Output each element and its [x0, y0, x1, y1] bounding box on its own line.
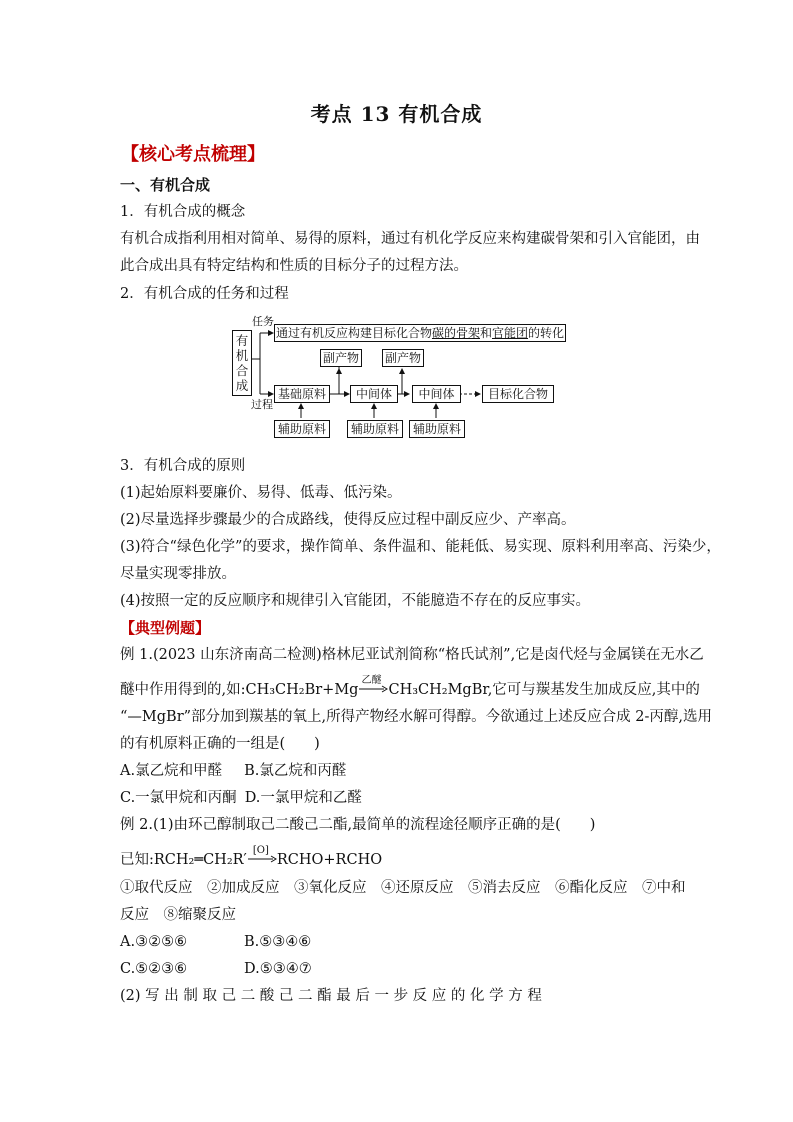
principle-3-cont: 尽量实现零排放。	[120, 566, 236, 582]
option-a[interactable]: A.氯乙烷和甲醛	[120, 763, 223, 779]
section-heading: 一、有机合成	[120, 176, 211, 194]
example2-part2: (2) 写 出 制 取 己 二 酸 己 二 酯 最 后 一 步 反 应 的 化 学 方 程	[120, 988, 542, 1004]
reaction-types-line1: ①取代反应 ②加成反应 ③氧化反应 ④还原反应 ⑤消去反应 ⑥酯化反应 ⑦中和	[120, 880, 686, 896]
principle-4: (4)按照一定的反应顺序和规律引入官能团，不能臆造不存在的反应事实。	[120, 593, 591, 609]
item1-text-line2: 此合成出具有特定结构和性质的目标分子的过程方法。	[120, 258, 468, 274]
example2-options-ab	[120, 932, 311, 952]
example1-line1: 例 1.(2023 山东济南高二检测)格林尼亚试剂简称“格氏试剂”,它是卤代烃与金属镁在无水乙	[120, 647, 704, 663]
ex2-option-b[interactable]: B.⑤③④⑥	[244, 934, 312, 950]
synthesis-flow-diagram	[228, 312, 573, 444]
example2-line1: 例 2.(1)由环己醇制取己二酸己二酯,最简单的流程途径顺序正确的是( )	[120, 817, 596, 833]
principle-3: (3)符合“绿色化学”的要求，操作简单、条件温和、能耗低、易实现、原料利用率高、污染少，	[120, 539, 721, 555]
task-text-prefix: 通过有机反应构建目标化合物	[275, 326, 432, 340]
byproduct-box-1: 副产物	[320, 349, 362, 367]
target-compound-box: 目标化合物	[482, 385, 554, 403]
option-d[interactable]: D.一氯甲烷和乙醛	[244, 790, 362, 806]
task-box	[274, 324, 566, 342]
intermediate-box-2: 中间体	[412, 385, 461, 403]
principle-2: (2)尽量选择步骤最少的合成路线，使得反应过程中副反应少、产率高。	[120, 512, 576, 528]
intermediate-box-1: 中间体	[350, 385, 398, 403]
ex2-option-d[interactable]: D.⑤③④⑦	[244, 961, 312, 977]
reaction-types-line2: 反应 ⑧缩聚反应	[120, 907, 236, 923]
base-material-box: 基础原料	[274, 385, 330, 403]
example1-products: CH₃CH₂MgBr,它可与羰基发生加成反应,其中的	[388, 682, 700, 698]
example1-line2	[120, 675, 700, 700]
reaction-condition: 乙醚	[361, 675, 382, 686]
item2-heading: 2．有机合成的任务和过程	[120, 286, 289, 302]
task-text-and: 和	[479, 326, 492, 340]
oxidation-condition: [O]	[252, 845, 269, 856]
item3-heading: 3．有机合成的原则	[120, 458, 246, 474]
page-title: 考点 13 有机合成	[310, 102, 483, 126]
ex2-option-a[interactable]: A.③②⑤⑥	[120, 934, 188, 950]
example-heading: 【典型例题】	[120, 619, 211, 637]
core-heading: 【核心考点梳理】	[121, 144, 265, 165]
process-tag: 过程	[251, 398, 273, 411]
reaction-arrow	[358, 675, 388, 700]
organic-synthesis-box: 有机合成	[232, 330, 252, 396]
example2-options-cd	[120, 959, 312, 979]
task-tag: 任务	[252, 315, 274, 328]
option-b[interactable]: B.氯乙烷和丙醛	[244, 763, 347, 779]
known-reactant: 已知:RCH₂═CH₂R′	[120, 852, 247, 868]
aux-material-box-1: 辅助原料	[274, 420, 330, 438]
option-c[interactable]: C.一氯甲烷和丙酮	[120, 790, 237, 806]
item1-heading: 1．有机合成的概念	[120, 204, 246, 220]
aux-material-box-3: 辅助原料	[409, 420, 465, 438]
example2-known	[120, 845, 383, 870]
example1-options-ab	[120, 761, 346, 781]
known-products: RCHO+RCHO	[276, 852, 383, 868]
principle-1: (1)起始原料要廉价、易得、低毒、低污染。	[120, 485, 402, 501]
task-text-carbon-skeleton: 碳的骨架	[431, 326, 480, 340]
item1-text-line1: 有机合成指利用相对简单、易得的原料，通过有机化学反应来构建碳骨架和引入官能团，由	[120, 231, 700, 247]
oxidation-arrow	[247, 845, 277, 870]
task-text-functional-group: 官能团	[492, 326, 529, 340]
example1-reactants: 醚中作用得到的,如:CH₃CH₂Br+Mg	[120, 682, 359, 698]
byproduct-box-2: 副产物	[382, 349, 424, 367]
ex2-option-c[interactable]: C.⑤②③⑥	[120, 961, 188, 977]
example1-line4: 的有机原料正确的一组是( )	[120, 736, 320, 752]
task-text-suffix: 的转化	[528, 326, 565, 340]
example1-options-cd	[120, 788, 362, 808]
aux-material-box-2: 辅助原料	[347, 420, 403, 438]
example1-line3: “—MgBr”部分加到羰基的氧上,所得产物经水解可得醇。今欲通过上述反应合成 2-丙醇,选用	[120, 709, 712, 725]
